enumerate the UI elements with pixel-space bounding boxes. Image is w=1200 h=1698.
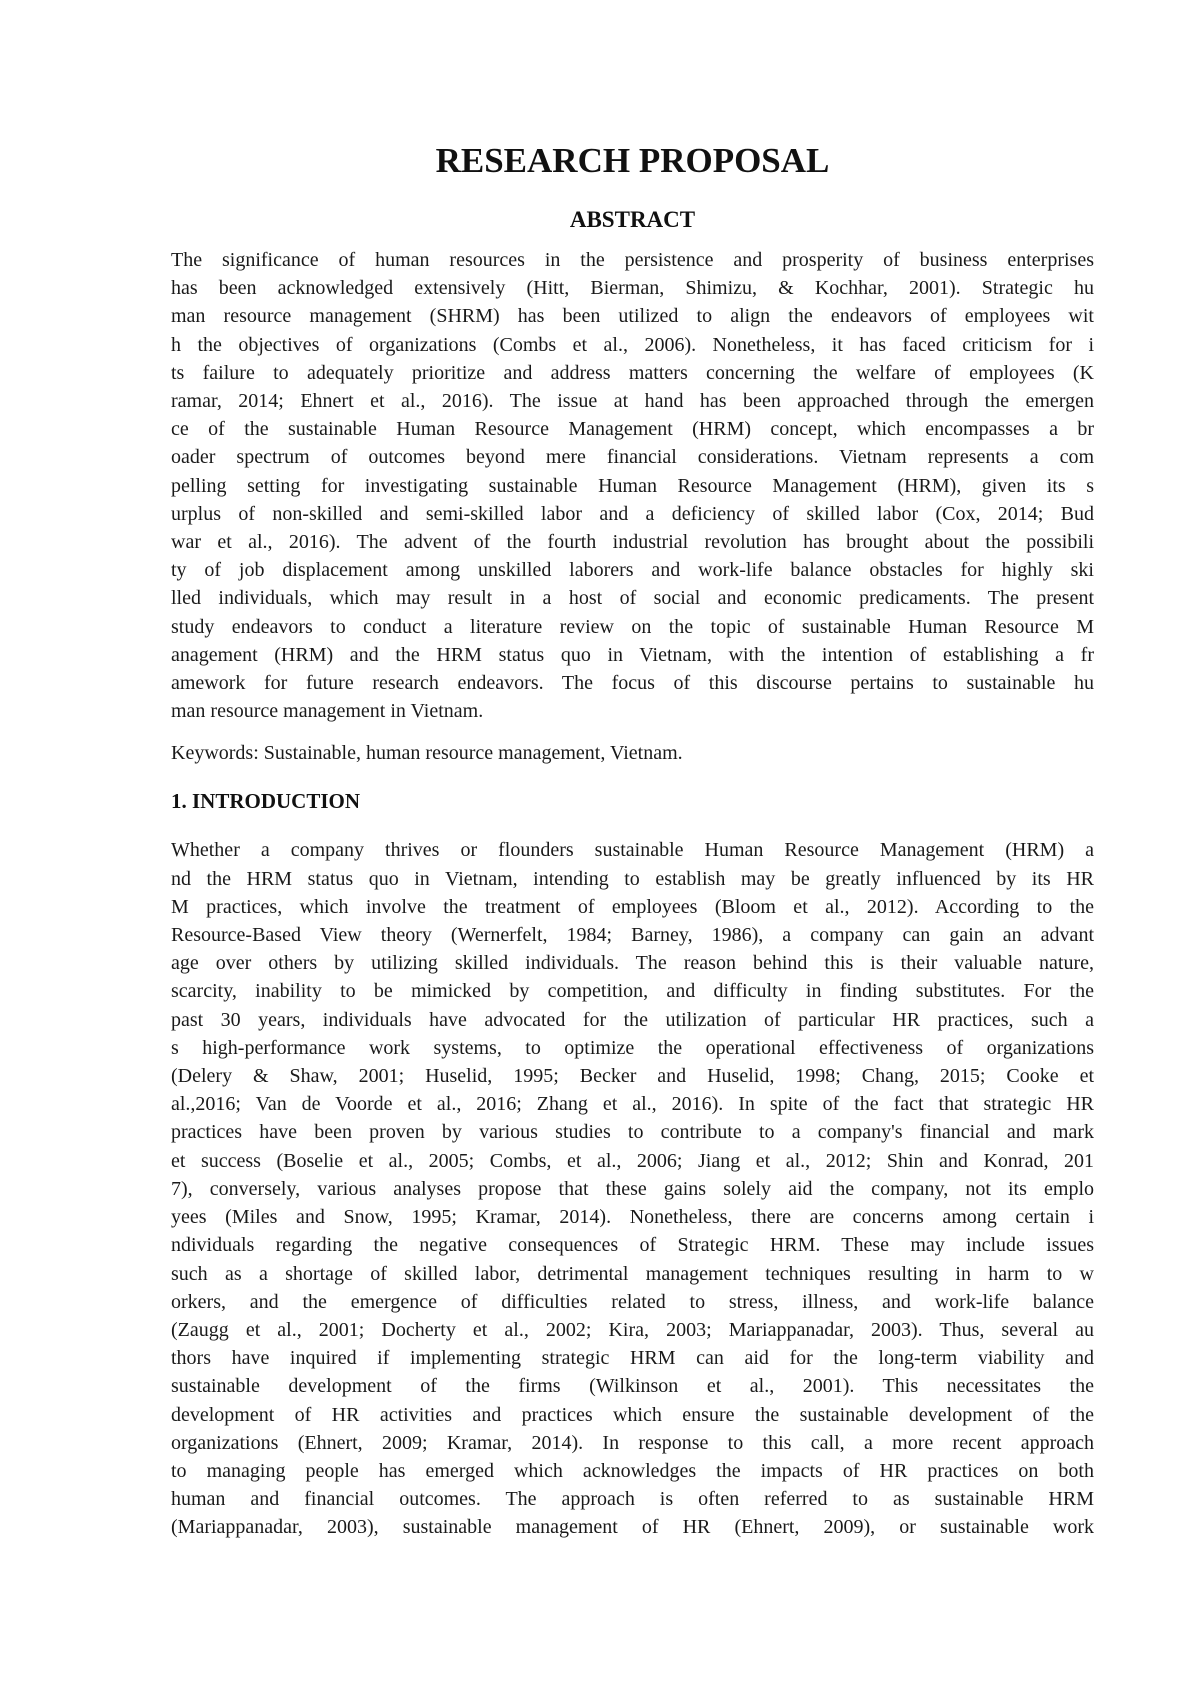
intro-line: nd the HRM status quo in Vietnam, intending to establish may be greatly influenced by its HR (171, 867, 1094, 890)
intro-line: (Delery & Shaw, 2001; Huselid, 1995; Becker and Huselid, 1998; Chang, 2015; Cooke et (171, 1065, 1094, 1088)
intro-line: such as a shortage of skilled labor, detrimental management techniques resulting in harm to w (171, 1262, 1094, 1285)
intro-line: al.,2016; Van de Voorde et al., 2016; Zhang et al., 2016). In spite of the fact that strategic HR (171, 1093, 1094, 1116)
abstract-line: study endeavors to conduct a literature review on the topic of sustainable Human Resource M (171, 615, 1094, 638)
intro-line: ndividuals regarding the negative consequences of Strategic HRM. These may include issues (171, 1234, 1094, 1257)
page-title: RESEARCH PROPOSAL (435, 141, 830, 180)
intro-line: development of HR activities and practices which ensure the sustainable development of the (171, 1403, 1094, 1426)
intro-line: Whether a company thrives or flounders sustainable Human Resource Management (HRM) a (171, 839, 1094, 862)
abstract-line: amework for future research endeavors. The focus of this discourse pertains to sustainable hu (171, 672, 1094, 695)
abstract-line: war et al., 2016). The advent of the fourth industrial revolution has brought about the possibili (171, 531, 1094, 554)
abstract-line: anagement (HRM) and the HRM status quo in Vietnam, with the intention of establishing a fr (171, 643, 1094, 666)
abstract-line: oader spectrum of outcomes beyond mere financial considerations. Vietnam represents a com (171, 446, 1094, 469)
abstract-line: man resource management in Vietnam. (171, 700, 484, 723)
abstract-line: lled individuals, which may result in a host of social and economic predicaments. The present (171, 587, 1094, 610)
abstract-line: man resource management (SHRM) has been utilized to align the endeavors of employees wit (171, 305, 1094, 328)
intro-line: human and financial outcomes. The approach is often referred to as sustainable HRM (171, 1488, 1094, 1511)
intro-line: to managing people has emerged which acknowledges the impacts of HR practices on both (171, 1459, 1094, 1482)
intro-line: Resource-Based View theory (Wernerfelt, 1984; Barney, 1986), a company can gain an advant (171, 924, 1094, 947)
abstract-line: ce of the sustainable Human Resource Management (HRM) concept, which encompasses a br (171, 418, 1094, 441)
intro-line: et success (Boselie et al., 2005; Combs, et al., 2006; Jiang et al., 2012; Shin and Konrad, 201 (171, 1149, 1094, 1172)
abstract-line: urplus of non-skilled and semi-skilled labor and a deficiency of skilled labor (Cox, 2014; Bud (171, 502, 1094, 525)
abstract-heading: ABSTRACT (569, 207, 696, 232)
intro-line: scarcity, inability to be mimicked by competition, and difficulty in finding substitutes. For the (171, 980, 1094, 1003)
abstract-line: pelling setting for investigating sustainable Human Resource Management (HRM), given its s (171, 474, 1094, 497)
intro-line: M practices, which involve the treatment of employees (Bloom et al., 2012). According to the (171, 895, 1094, 918)
abstract-line: ts failure to adequately prioritize and address matters concerning the welfare of employees (K (171, 361, 1094, 384)
keywords-line: Keywords: Sustainable, human resource management, Vietnam. (171, 742, 683, 765)
intro-line: organizations (Ehnert, 2009; Kramar, 2014). In response to this call, a more recent approach (171, 1431, 1094, 1454)
intro-line: 7), conversely, various analyses propose that these gains solely aid the company, not its emplo (171, 1177, 1094, 1200)
intro-line: s high-performance work systems, to optimize the operational effectiveness of organizations (171, 1036, 1094, 1059)
intro-line: (Mariappanadar, 2003), sustainable management of HR (Ehnert, 2009), or sustainable work (171, 1516, 1094, 1539)
abstract-line: has been acknowledged extensively (Hitt, Bierman, Shimizu, & Kochhar, 2001). Strategic hu (171, 277, 1094, 300)
introduction-heading: 1. INTRODUCTION (171, 789, 361, 814)
abstract-line: h the objectives of organizations (Combs et al., 2006). Nonetheless, it has faced criticism for i (171, 333, 1094, 356)
intro-line: (Zaugg et al., 2001; Docherty et al., 2002; Kira, 2003; Mariappanadar, 2003). Thus, several au (171, 1318, 1094, 1341)
intro-line: past 30 years, individuals have advocated for the utilization of particular HR practices, such a (171, 1008, 1094, 1031)
intro-line: orkers, and the emergence of difficulties related to stress, illness, and work-life balance (171, 1290, 1094, 1313)
intro-line: thors have inquired if implementing strategic HRM can aid for the long-term viability and (171, 1347, 1094, 1370)
document-content (171, 130, 1094, 1542)
intro-line: age over others by utilizing skilled individuals. The reason behind this is their valuable nature, (171, 952, 1094, 975)
intro-line: practices have been proven by various studies to contribute to a company's financial and mark (171, 1121, 1094, 1144)
intro-line: yees (Miles and Snow, 1995; Kramar, 2014). Nonetheless, there are concerns among certain i (171, 1206, 1094, 1229)
abstract-body (171, 246, 1094, 725)
abstract-line: ty of job displacement among unskilled laborers and work-life balance obstacles for highly ski (171, 559, 1094, 582)
abstract-line: The significance of human resources in the persistence and prosperity of business enterprises (171, 249, 1094, 271)
introduction-body (171, 836, 1094, 1541)
abstract-line: ramar, 2014; Ehnert et al., 2016). The issue at hand has been approached through the emergen (171, 390, 1094, 413)
intro-line: sustainable development of the firms (Wilkinson et al., 2001). This necessitates the (171, 1375, 1094, 1398)
